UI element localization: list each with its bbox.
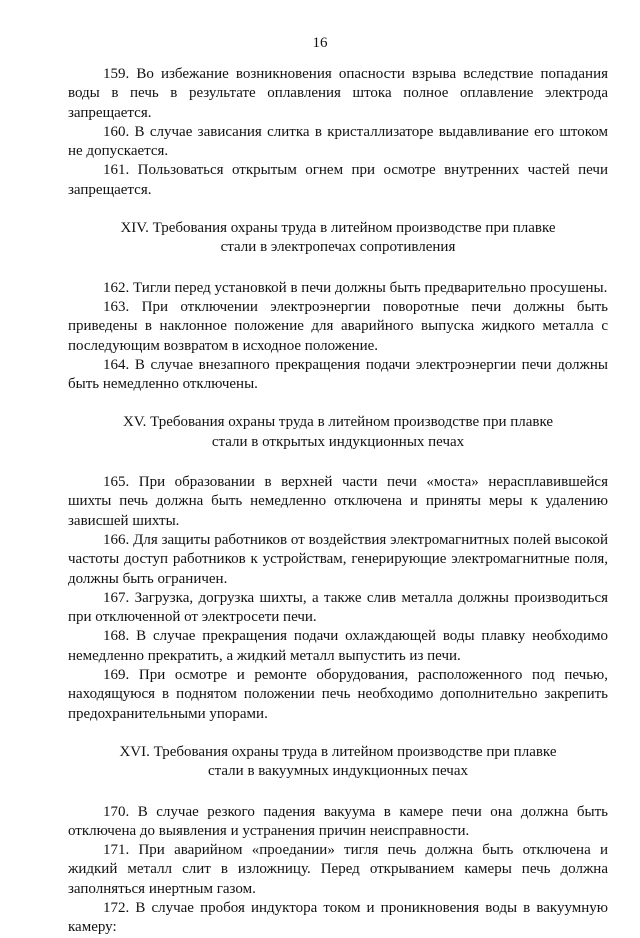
paragraph-170: 170. В случае резкого падения вакуума в камере печи она должна быть отключена до выявления и устранения причин неисправности. — [68, 803, 608, 839]
section-heading-xv: XV. Требования охраны труда в литейном производстве при плавке стали в открытых индукционных печах — [122, 414, 554, 450]
paragraph-159: 159. Во избежание возникновения опасности взрыва вследствие попадания воды в печь в результате оплавления штока полное оплавление электрода запрещается. — [68, 66, 608, 121]
section-heading-xiv: XIV. Требования охраны труда в литейном производстве при плавке стали в электропечах сопротивления — [120, 220, 556, 256]
paragraph-168: 168. В случае прекращения подачи охлаждающей воды плавку необходимо немедленно прекратить, а жидкий металл выпустить из печи. — [68, 628, 608, 664]
paragraph-163: 163. При отключении электроэнергии поворотные печи должны быть приведены в наклонное положение для аварийного выпуска жидкого металла с последующим возвратом в исходное положение. — [68, 298, 608, 354]
section-heading-xvi: XVI. Требования охраны труда в литейном производстве при плавке стали в вакуумных индукционных печах — [119, 743, 557, 780]
paragraph-166: 166. Для защиты работников от воздействия электромагнитных полей высокой частоты доступ работников к устройствам, генерирующие электромагнитные поля, должны быть ограничен. — [68, 531, 608, 587]
paragraph-162: 162. Тигли перед установкой в печи должны быть предварительно просушены. — [103, 279, 608, 296]
paragraph-172: 172. В случае пробоя индуктора током и проникновения воды в вакуумную камеру: — [68, 899, 608, 936]
paragraph-169: 169. При осмотре и ремонте оборудования, расположенного под печью, находящуюся в поднятом положении печь необходимо дополнительно закрепить предохранительными упорами. — [68, 667, 608, 722]
document-body — [68, 65, 608, 938]
paragraph-165: 165. При образовании в верхней части печи «моста» нерасплавившейся шихты печь должна быть немедленно отключена и приняты меры к удалению зависшей шихты. — [68, 474, 608, 529]
paragraph-161: 161. Пользоваться открытым огнем при осмотре внутренних частей печи запрещается. — [68, 162, 608, 198]
page-number: 16 — [312, 35, 328, 51]
paragraph-160: 160. В случае зависания слитка в кристаллизаторе выдавливание его штоком не допускается. — [68, 123, 608, 160]
paragraph-167: 167. Загрузка, догрузка шихты, а также слив металла должны производиться при отключенной от электросети печи. — [68, 589, 608, 626]
paragraph-171: 171. При аварийном «проедании» тигля печь должна быть отключена и жидкий металл слит в изложницу. Перед открыванием камеры печь должна заполняться инертным газом. — [68, 842, 608, 897]
paragraph-164: 164. В случае внезапного прекращения подачи электроэнергии печи должны быть немедленно отключены. — [68, 356, 608, 393]
